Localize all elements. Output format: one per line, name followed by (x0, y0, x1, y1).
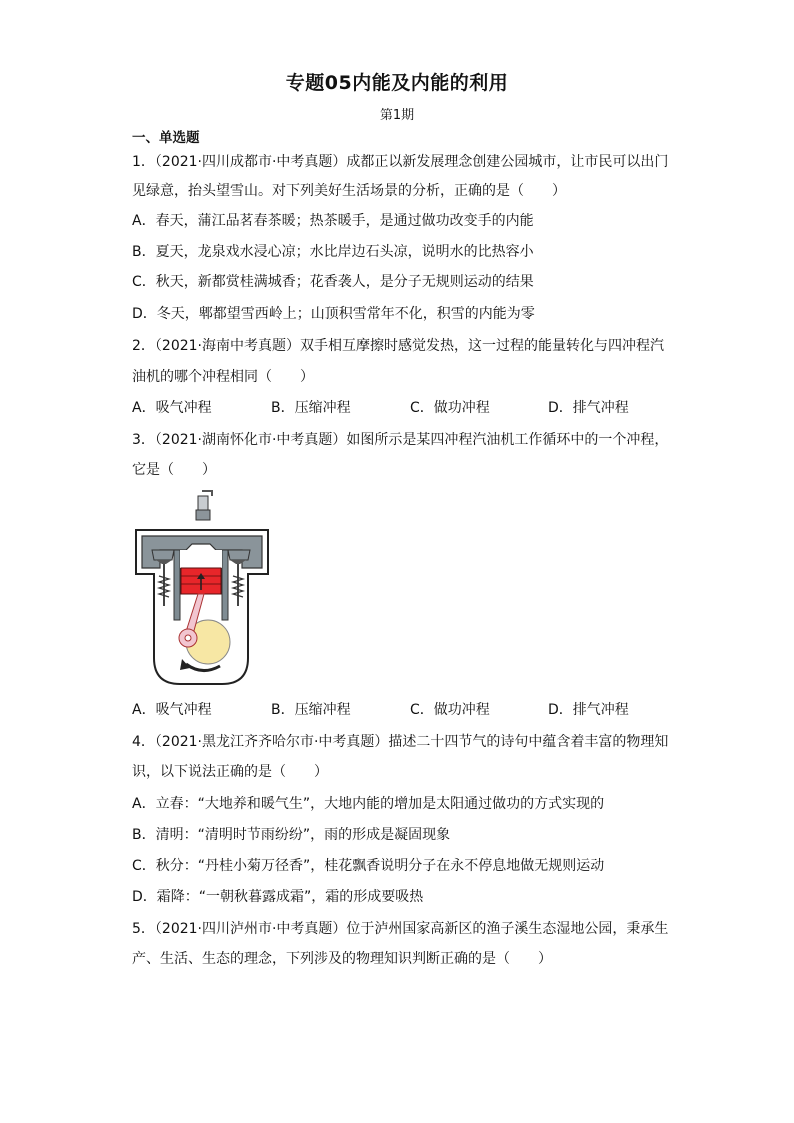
q2-stem-line2: 油机的哪个冲程相同（ ） (132, 369, 314, 385)
intake-port (152, 550, 174, 560)
crank-pin-hole (185, 635, 191, 641)
intake-valve-stem (163, 564, 165, 606)
q3-option-b: B．压缩冲程 (271, 702, 351, 718)
cylinder-wall-left (174, 550, 180, 620)
q3-option-d: D．排气冲程 (548, 702, 629, 718)
cylinder-wall-right (222, 550, 228, 620)
q4-stem-line2: 识，以下说法正确的是（ ） (132, 764, 328, 780)
q4-stem-line1: 4．（2021·黑龙江齐齐哈尔市·中考真题）描述二十四节气的诗句中蕴含着丰富的物理知 (132, 734, 669, 750)
q2-option-a: A．吸气冲程 (132, 400, 212, 416)
exhaust-port (228, 550, 250, 560)
engine-cylinder-figure (130, 488, 272, 693)
exhaust-valve-stem (237, 564, 239, 606)
q4-option-a: A．立春：“大地养和暖气生”，大地内能的增加是太阳通过做功的方式实现的 (132, 796, 605, 812)
q3-stem-line1: 3．（2021·湖南怀化市·中考真题）如图所示是某四冲程汽油机工作循环中的一个冲程， (132, 432, 669, 448)
q2-option-d: D．排气冲程 (548, 400, 629, 416)
q2-stem-line1: 2．（2021·海南中考真题）双手相互摩擦时感觉发热，这一过程的能量转化与四冲程汽 (132, 338, 664, 354)
section-heading: 一、单选题 (132, 130, 200, 146)
q5-stem-line1: 5．（2021·四川泸州市·中考真题）位于泸州国家高新区的渔子溪生态湿地公园，秉承生 (132, 921, 669, 937)
q1-option-c: C．秋天，新都赏桂满城香；花香袭人，是分子无规则运动的结果 (132, 274, 534, 290)
q2-option-c: C．做功冲程 (410, 400, 490, 416)
q4-option-d: D．霜降：“一朝秋暮露成霜”，霜的形成要吸热 (132, 889, 424, 905)
q1-stem-line1: 1．（2021·四川成都市·中考真题）成都正以新发展理念创建公园城市，让市民可以出门 (132, 154, 669, 170)
spark-plug-body (196, 510, 210, 520)
document-title: 专题05内能及内能的利用 (285, 72, 509, 94)
q3-stem-line2: 它是（ ） (132, 462, 216, 478)
q1-option-d: D．冬天，郫都望雪西岭上；山顶积雪常年不化，积雪的内能为零 (132, 306, 535, 322)
spark-plug-top (198, 496, 208, 510)
q1-option-b: B．夏天，龙泉戏水浸心凉；水比岸边石头凉，说明水的比热容小 (132, 244, 534, 260)
q1-stem-line2: 见绿意，抬头望雪山。对下列美好生活场景的分析，正确的是（ ） (132, 183, 566, 199)
q3-option-c: C．做功冲程 (410, 702, 490, 718)
q3-option-a: A．吸气冲程 (132, 702, 212, 718)
q2-option-b: B．压缩冲程 (271, 400, 351, 416)
document-issue: 第1期 (379, 108, 415, 123)
q4-option-b: B．清明：“清明时节雨纷纷”，雨的形成是凝固现象 (132, 827, 451, 843)
four-stroke-engine-diagram (130, 488, 272, 693)
combustion-chamber (180, 550, 222, 568)
q5-stem-line2: 产、生活、生态的理念，下列涉及的物理知识判断正确的是（ ） (132, 951, 552, 967)
spark-plug-wire (202, 491, 212, 496)
q1-option-a: A．春天，蒲江品茗春茶暖；热茶暖手，是通过做功改变手的内能 (132, 213, 534, 229)
q4-option-c: C．秋分：“丹桂小菊万径香”，桂花飘香说明分子在永不停息地做无规则运动 (132, 858, 605, 874)
